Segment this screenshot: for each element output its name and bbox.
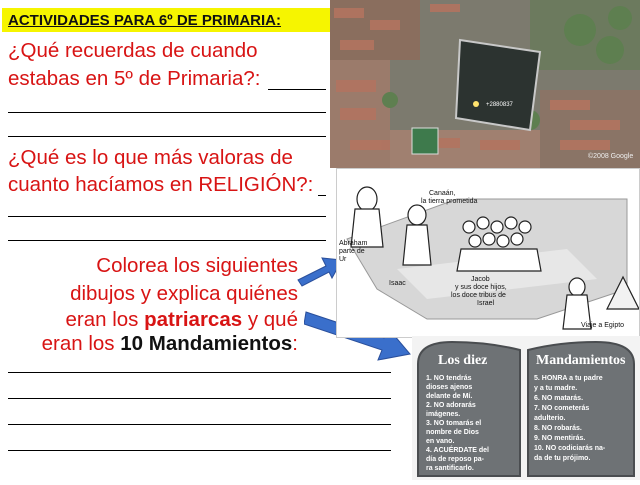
commandment-line: imágenes. xyxy=(426,411,461,418)
commandment-line: 6. NO matarás. xyxy=(534,395,584,402)
svg-text:+2880837: +2880837 xyxy=(486,102,513,108)
svg-text:los doce tribus de: los doce tribus de xyxy=(451,292,506,299)
answer-line xyxy=(8,136,326,137)
svg-text:Jacob: Jacob xyxy=(471,276,490,283)
commandment-line: 8. NO robarás. xyxy=(534,425,582,432)
commandment-line: y a tu madre. xyxy=(534,385,578,392)
commandment-line: nombre de Dios xyxy=(426,429,479,436)
answer-line xyxy=(8,112,326,113)
commandment-line: 5. HONRA a tu padre xyxy=(534,375,603,382)
question-2-line-2: cuanto hacíamos en RELIGIÓN?: xyxy=(8,173,314,196)
question-1-line-2: estabas en 5º de Primaria?: xyxy=(8,67,261,90)
commandment-line: dioses ajenos xyxy=(426,384,473,391)
instruction-line-3: eran los patriarcas y qué xyxy=(65,308,298,331)
commandment-line: delante de Mí. xyxy=(426,393,473,400)
instruction-line-2: dibujos y explica quiénes xyxy=(70,282,298,305)
commandment-line: da de tu prójimo. xyxy=(534,455,591,462)
answer-line xyxy=(8,216,326,217)
svg-text:y sus doce hijos,: y sus doce hijos, xyxy=(455,284,507,291)
answer-line xyxy=(8,398,391,399)
answer-line xyxy=(318,195,326,196)
photo-caption: ©2008 Google xyxy=(588,153,634,160)
aerial-photo xyxy=(330,0,640,168)
commandment-line: 7. NO cometerás xyxy=(534,405,590,412)
banner-text: ACTIVIDADES PARA 6º DE PRIMARIA: xyxy=(8,11,281,29)
commandment-line: ra santificarlo. xyxy=(426,465,474,472)
commandment-line: en vano. xyxy=(426,438,455,445)
commandment-line: día de reposo pa- xyxy=(426,456,484,463)
instruction-line-4: eran los 10 Mandamientos: xyxy=(41,332,298,355)
answer-line xyxy=(8,372,391,373)
commandment-line: adulterio. xyxy=(534,415,566,422)
svg-text:Canaán,: Canaán, xyxy=(429,190,456,197)
commandments-tablets xyxy=(412,336,640,480)
svg-text:parte de: parte de xyxy=(339,248,365,255)
svg-text:Los diez: Los diez xyxy=(438,353,488,368)
answer-line xyxy=(8,450,391,451)
question-1-line-1: ¿Qué recuerdas de cuando xyxy=(8,39,258,62)
svg-text:Mandamientos: Mandamientos xyxy=(536,353,626,368)
commandment-line: 4. ACUÉRDATE del xyxy=(426,447,490,454)
svg-text:Ur: Ur xyxy=(339,256,347,263)
svg-text:Abraham: Abraham xyxy=(339,240,368,247)
commandment-line: 9. NO mentirás. xyxy=(534,435,586,442)
patriarchs-coloring-drawing xyxy=(336,168,640,338)
svg-text:Viaje a Egipto: Viaje a Egipto xyxy=(581,322,625,329)
commandment-line: 1. NO tendrás xyxy=(426,375,472,382)
instruction-line-1: Colorea los siguientes xyxy=(96,254,298,277)
question-2-line-1: ¿Qué es lo que más valoras de xyxy=(8,146,293,169)
commandment-line: 2. NO adorarás xyxy=(426,402,476,409)
title-banner xyxy=(2,8,346,32)
answer-line xyxy=(8,424,391,425)
commandment-line: 10. NO codiciarás na- xyxy=(534,445,606,452)
commandment-line: 3. NO tomarás el xyxy=(426,420,482,427)
svg-text:Isaac: Isaac xyxy=(389,280,406,287)
answer-line xyxy=(8,240,326,241)
svg-text:la tierra prometida: la tierra prometida xyxy=(421,198,478,205)
svg-text:Israel: Israel xyxy=(477,300,495,307)
answer-line xyxy=(268,89,326,90)
